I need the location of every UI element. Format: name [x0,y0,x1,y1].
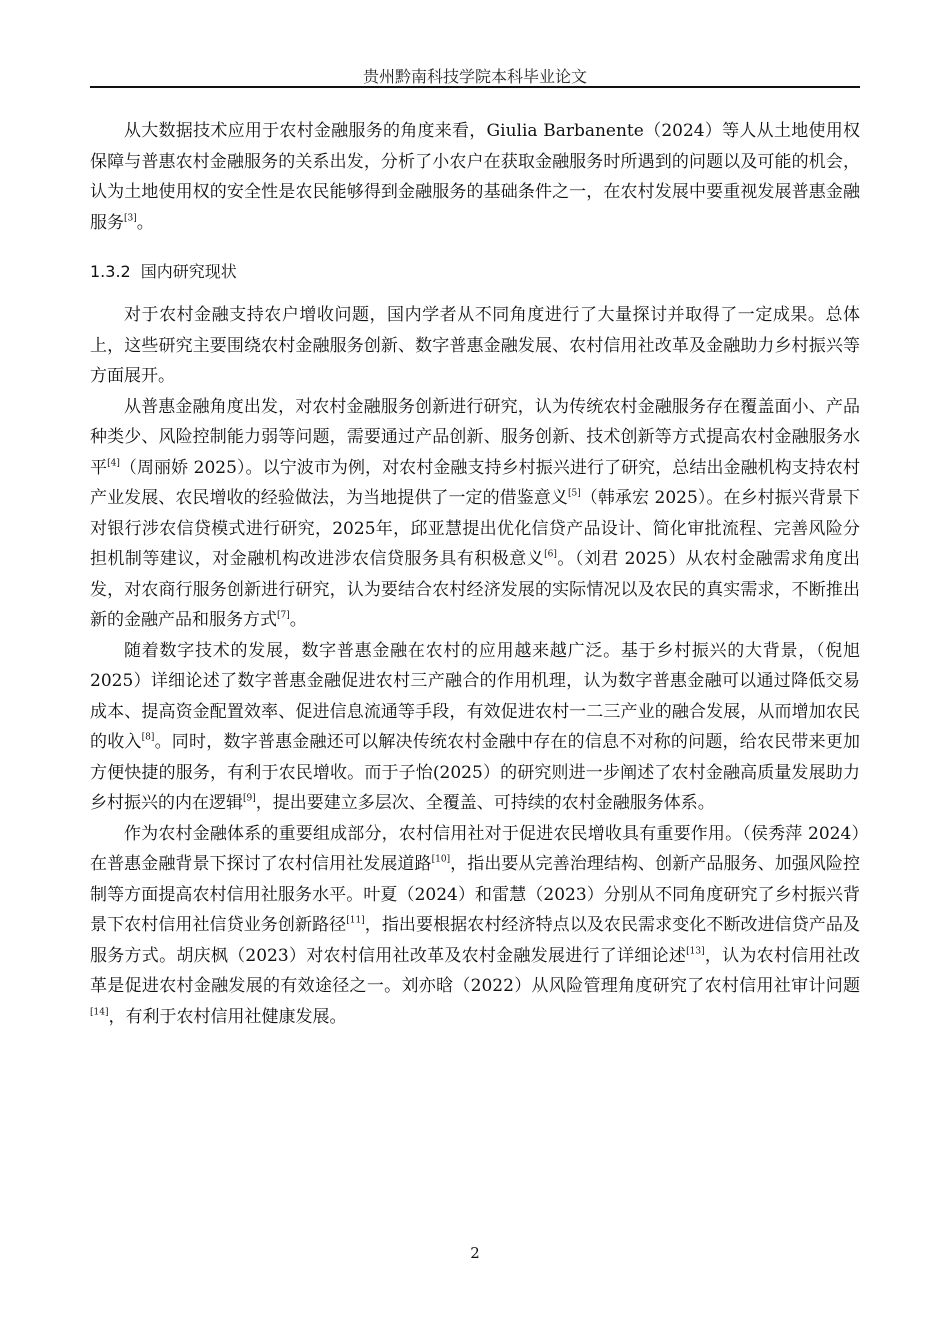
citation-ref: [7] [277,610,290,621]
paragraph-text: ，认为农村信用社改革是促进农村金融发展的有效途径之一。刘亦晗（2022）从风险管理角度研究了农村信用社审计问题 [90,945,861,996]
document-body [90,116,860,1032]
citation-ref: [11] [346,915,365,926]
citation-ref: [10] [431,854,451,865]
citation-ref: [9] [243,793,256,804]
section-heading [90,257,860,287]
citation-ref: [8] [141,732,155,743]
citation-ref: [4] [107,457,120,468]
page-number: 2 [470,1244,480,1262]
citation-ref: [3] [124,212,137,223]
paragraph-text: 对于农村金融支持农户增收问题，国内学者从不同角度进行了大量探讨并取得了一定成果。总体上，这些研究主要围绕农村金融服务创新、数字普惠金融发展、农村信用社改革及金融助力乡村振兴等方面展开。 [90,305,860,386]
paragraph-text: （周丽娇 2025）。以宁波市为例，对农村金融支持乡村振兴进行了研究，总结出金融机构支持农村产业发展、农民增收的经验做法，为当地提供了一定的借鉴意义 [90,457,861,508]
paragraph [90,636,860,819]
paragraph-text: ，提出要建立多层次、全覆盖、可持续的农村金融服务体系。 [255,793,715,813]
paragraph-text: （韩承宏 2025）。在乡村振兴背景下对银行涉农信贷模式进行研究，2025年，邱亚慧提出优化信贷产品设计、简化审批流程、完善风险分担机制等建议，对金融机构改进涉农信贷服务具有积极意义 [90,488,861,569]
paragraph-text: ，有利于农村信用社健康发展。 [108,1006,347,1027]
paragraph-text: ，指出要根据农村经济特点以及农民需求变化不断改进信贷产品及服务方式。胡庆枫（2023）对农村信用社改革及农村金融发展进行了详细论述 [90,915,861,966]
paragraph-text: 作为农村金融体系的重要组成部分，农村信用社对于促进农民增收具有重要作用。（侯秀萍 2024）在普惠金融背景下探讨了农村信用社发展道路 [90,823,860,874]
paragraph [90,392,860,636]
section-title: 国内研究现状 [140,262,237,281]
header-rule [90,86,860,88]
paragraph [90,819,860,1033]
paragraph-text: 。（刘君 2025）从农村金融需求角度出发，对农商行服务创新进行研究，认为要结合农村经济发展的实际情况以及农民的真实需求，不断推出新的金融产品和服务方式 [90,549,860,630]
citation-ref: [6] [544,549,557,560]
citation-ref: [13] [686,945,705,956]
citation-ref: [5] [567,488,581,499]
paragraph-text: ，指出要从完善治理结构、创新产品服务、加强风险控制等方面提高农村信用社服务水平。叶夏（2024）和雷慧（2023）分别从不同角度研究了乡村振兴背景下农村信用社信贷业务创新路径 [90,854,861,935]
paragraph-text: 从大数据技术应用于农村金融服务的角度来看，Giulia Barbanente（2024）等人从土地使用权保障与普惠农村金融服务的关系出发，分析了小农户在获取金融服务时所遇到的问题以及可能的机会，认为土地使用权的安全性是农民能够得到金融服务的基础条件之一，在农村发展中要重视发展普惠金融服务 [90,121,860,233]
page-header-title: 贵州黔南科技学院本科毕业论文 [362,67,587,86]
paragraph-text: 。同时，数字普惠金融还可以解决传统农村金融中存在的信息不对称的问题，给农民带来更加方便快捷的服务，有利于农民增收。而于子怡(2025）的研究则进一步阐述了农村金融高质量发展助力乡村振兴的内在逻辑 [90,732,861,813]
paragraph-text: 随着数字技术的发展，数字普惠金融在农村的应用越来越广泛。基于乡村振兴的大背景，（倪旭 2025）详细论述了数字普惠金融促进农村三产融合的作用机理，认为数字普惠金融可以通过降低交易成本、提高资金配置效率、促进信息流通等手段，有效促进农村一二三产业的融合发展，从而增加农民的收入 [90,640,860,752]
citation-ref: [14] [90,1006,109,1017]
paragraph [90,116,860,238]
paragraph-text: 从普惠金融角度出发，对农村金融服务创新进行研究，认为传统农村金融服务存在覆盖面小、产品种类少、风险控制能力弱等问题，需要通过产品创新、服务创新、技术创新等方式提高农村金融服务水平 [90,396,860,478]
paragraphs-after [90,300,860,1032]
paragraph-text: 。 [136,212,154,233]
paragraph [90,300,860,392]
paragraph-text: 。 [289,610,307,630]
paragraphs-before [90,116,860,238]
section-number: 1.3.2 [90,262,131,281]
